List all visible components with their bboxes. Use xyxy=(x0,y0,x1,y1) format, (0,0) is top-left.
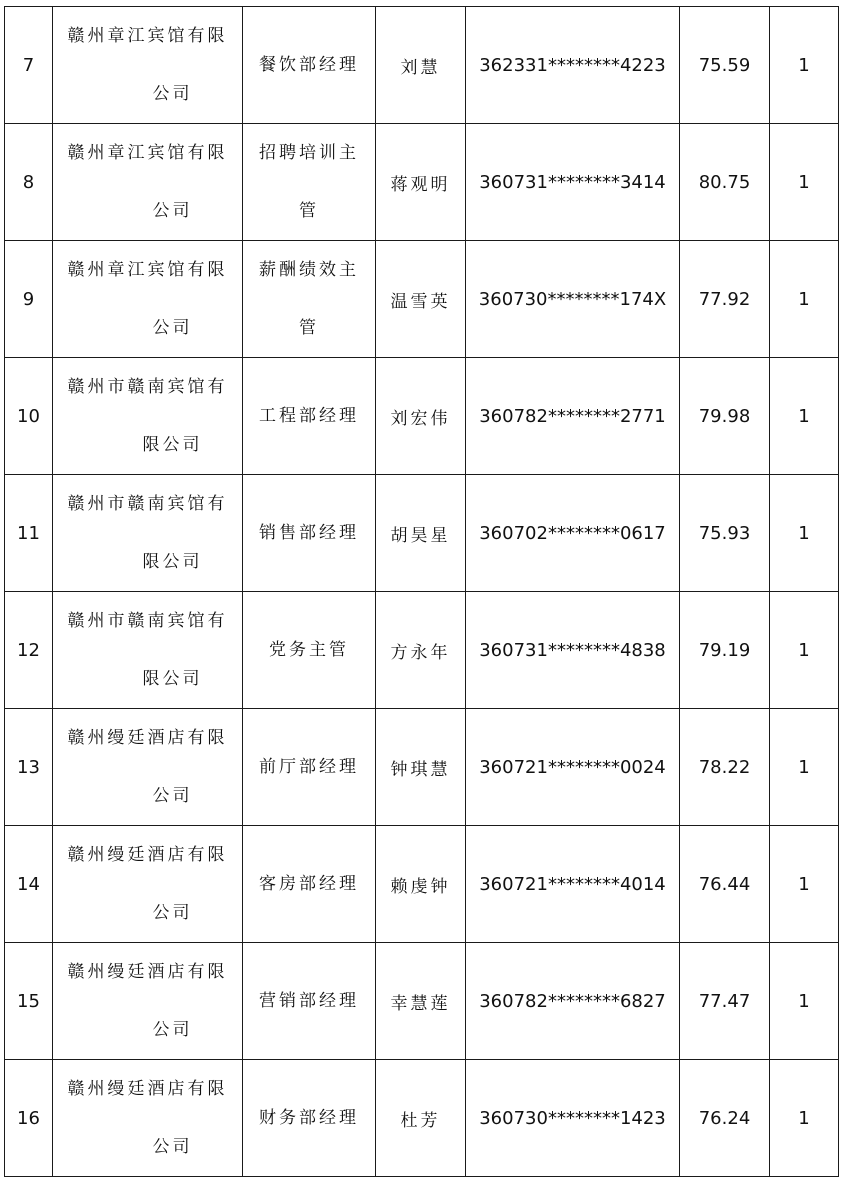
score-cell: 78.22 xyxy=(680,709,770,826)
company-line-2: 公司 xyxy=(152,1137,193,1157)
company-line-1: 赣州章江宾馆有限 xyxy=(67,26,228,46)
table-body xyxy=(5,7,839,1177)
position-cell xyxy=(243,241,376,358)
quantity-cell: 1 xyxy=(770,592,839,709)
row-number: 11 xyxy=(5,475,53,592)
position-text: 财务部经理 xyxy=(259,1108,359,1128)
company-line-2: 公司 xyxy=(152,201,193,221)
company-line-1: 赣州市赣南宾馆有 xyxy=(67,377,228,397)
name-cell: 胡昊星 xyxy=(376,475,466,592)
position-cell xyxy=(243,475,376,592)
id-number-cell: 360721********0024 xyxy=(466,709,680,826)
company-cell xyxy=(53,709,243,826)
company-line-2: 公司 xyxy=(152,903,193,923)
company-cell xyxy=(53,943,243,1060)
row-number: 9 xyxy=(5,241,53,358)
position-cell xyxy=(243,7,376,124)
name-cell: 蒋观明 xyxy=(376,124,466,241)
company-cell xyxy=(53,124,243,241)
quantity-cell: 1 xyxy=(770,124,839,241)
name-cell: 刘宏伟 xyxy=(376,358,466,475)
name-cell: 钟琪慧 xyxy=(376,709,466,826)
id-number-cell: 360731********3414 xyxy=(466,124,680,241)
position-cell xyxy=(243,358,376,475)
company-line-2: 限公司 xyxy=(142,669,203,689)
row-number: 12 xyxy=(5,592,53,709)
table-row xyxy=(5,475,839,592)
company-line-1: 赣州章江宾馆有限 xyxy=(67,143,228,163)
company-line-1: 赣州缦廷酒店有限 xyxy=(67,962,228,982)
table-row xyxy=(5,358,839,475)
quantity-cell: 1 xyxy=(770,475,839,592)
table-row xyxy=(5,709,839,826)
company-line-2: 公司 xyxy=(152,786,193,806)
table-row xyxy=(5,592,839,709)
id-number-cell: 360730********1423 xyxy=(466,1060,680,1177)
company-cell xyxy=(53,241,243,358)
company-cell xyxy=(53,475,243,592)
company-cell xyxy=(53,826,243,943)
id-number-cell: 360782********6827 xyxy=(466,943,680,1060)
score-cell: 79.19 xyxy=(680,592,770,709)
position-text: 前厅部经理 xyxy=(259,757,359,777)
company-cell xyxy=(53,1060,243,1177)
company-line-1: 赣州市赣南宾馆有 xyxy=(67,611,228,631)
score-cell: 80.75 xyxy=(680,124,770,241)
row-number: 10 xyxy=(5,358,53,475)
candidate-table xyxy=(4,6,839,1177)
table-row xyxy=(5,124,839,241)
row-number: 16 xyxy=(5,1060,53,1177)
table-row xyxy=(5,241,839,358)
id-number-cell: 360731********4838 xyxy=(466,592,680,709)
table-row xyxy=(5,943,839,1060)
name-cell: 杜芳 xyxy=(376,1060,466,1177)
position-text: 工程部经理 xyxy=(259,406,359,426)
quantity-cell: 1 xyxy=(770,709,839,826)
score-cell: 76.44 xyxy=(680,826,770,943)
score-cell: 79.98 xyxy=(680,358,770,475)
score-cell: 75.93 xyxy=(680,475,770,592)
position-cell xyxy=(243,943,376,1060)
name-cell: 方永年 xyxy=(376,592,466,709)
name-cell: 赖虔钟 xyxy=(376,826,466,943)
quantity-cell: 1 xyxy=(770,826,839,943)
company-line-1: 赣州缦廷酒店有限 xyxy=(67,1079,228,1099)
position-text: 销售部经理 xyxy=(259,523,359,543)
score-cell: 75.59 xyxy=(680,7,770,124)
company-line-2: 公司 xyxy=(152,318,193,338)
quantity-cell: 1 xyxy=(770,358,839,475)
company-line-2: 公司 xyxy=(152,1020,193,1040)
row-number: 8 xyxy=(5,124,53,241)
id-number-cell: 362331********4223 xyxy=(466,7,680,124)
company-line-1: 赣州缦廷酒店有限 xyxy=(67,845,228,865)
score-cell: 77.92 xyxy=(680,241,770,358)
quantity-cell: 1 xyxy=(770,7,839,124)
score-cell: 76.24 xyxy=(680,1060,770,1177)
score-cell: 77.47 xyxy=(680,943,770,1060)
position-cell xyxy=(243,124,376,241)
position-cell xyxy=(243,1060,376,1177)
position-text: 党务主管 xyxy=(269,640,349,660)
position-text: 餐饮部经理 xyxy=(259,55,359,75)
company-line-1: 赣州缦廷酒店有限 xyxy=(67,728,228,748)
row-number: 7 xyxy=(5,7,53,124)
quantity-cell: 1 xyxy=(770,943,839,1060)
company-line-1: 赣州章江宾馆有限 xyxy=(67,260,228,280)
table-row xyxy=(5,826,839,943)
row-number: 14 xyxy=(5,826,53,943)
position-cell xyxy=(243,826,376,943)
position-text: 客房部经理 xyxy=(259,874,359,894)
quantity-cell: 1 xyxy=(770,1060,839,1177)
position-text: 招聘培训主 管 xyxy=(259,143,359,221)
id-number-cell: 360721********4014 xyxy=(466,826,680,943)
id-number-cell: 360702********0617 xyxy=(466,475,680,592)
position-cell xyxy=(243,709,376,826)
quantity-cell: 1 xyxy=(770,241,839,358)
company-cell xyxy=(53,592,243,709)
table-row xyxy=(5,7,839,124)
company-cell xyxy=(53,7,243,124)
company-line-2: 限公司 xyxy=(142,552,203,572)
position-text: 薪酬绩效主 管 xyxy=(259,260,359,338)
company-cell xyxy=(53,358,243,475)
company-line-2: 限公司 xyxy=(142,435,203,455)
row-number: 13 xyxy=(5,709,53,826)
company-line-1: 赣州市赣南宾馆有 xyxy=(67,494,228,514)
name-cell: 温雪英 xyxy=(376,241,466,358)
table-row xyxy=(5,1060,839,1177)
position-cell xyxy=(243,592,376,709)
name-cell: 刘慧 xyxy=(376,7,466,124)
id-number-cell: 360730********174X xyxy=(466,241,680,358)
name-cell: 幸慧莲 xyxy=(376,943,466,1060)
company-line-2: 公司 xyxy=(152,84,193,104)
position-text: 营销部经理 xyxy=(259,991,359,1011)
row-number: 15 xyxy=(5,943,53,1060)
id-number-cell: 360782********2771 xyxy=(466,358,680,475)
